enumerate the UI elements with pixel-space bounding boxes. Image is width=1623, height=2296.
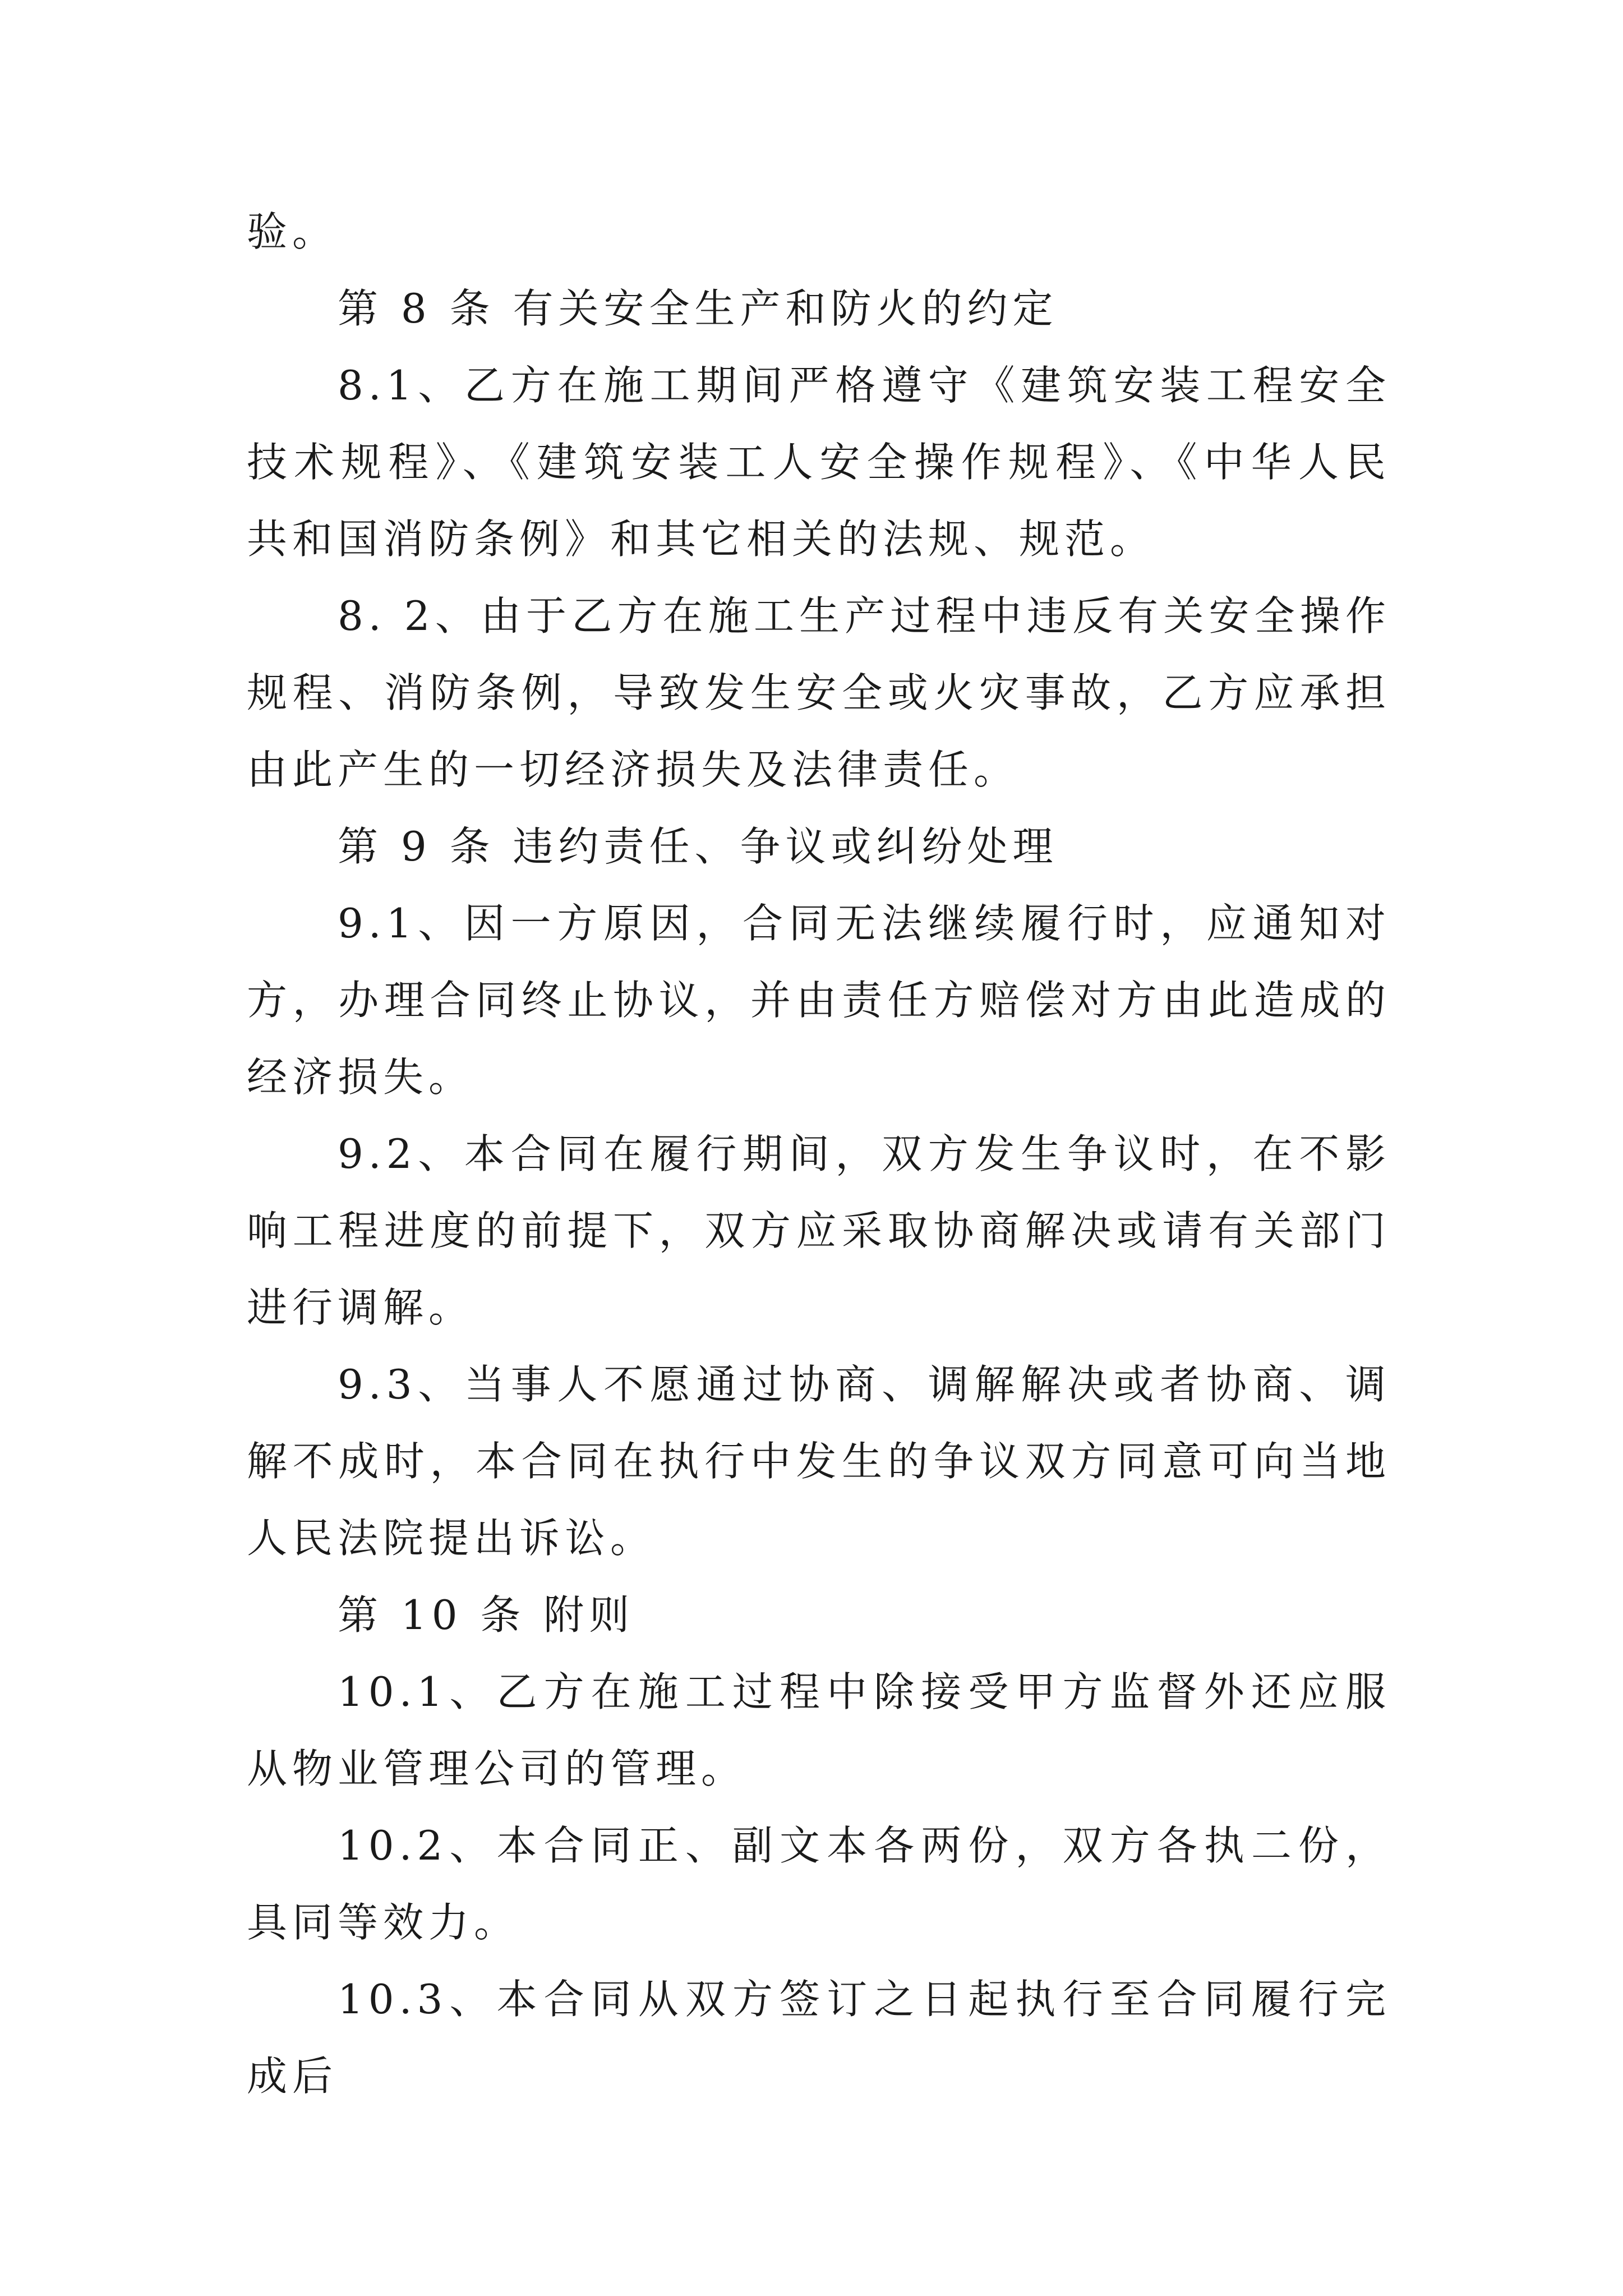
clause-9-2: 9.2、本合同在履行期间，双方发生争议时，在不影响工程进度的前提下，双方应采取协商解决或请有关部门进行调解。 — [247, 1130, 1391, 1331]
clause-8-2: 8. 2、由于乙方在施工生产过程中违反有关安全操作规程、消防条例，导致发生安全或火灾事故，乙方应承担由此产生的一切经济损失及法律责任。 — [247, 592, 1391, 793]
clause-10-1: 10.1、乙方在施工过程中除接受甲方监督外还应服从物业管理公司的管理。 — [247, 1668, 1391, 1792]
article-8-heading: 第 8 条 有关安全生产和防火的约定 — [338, 285, 1058, 332]
article-9-heading: 第 9 条 违约责任、争议或纠纷处理 — [338, 823, 1058, 870]
paragraph-continuation: 验。 — [247, 208, 338, 255]
clause-10-3: 10.3、本合同从双方签订之日起执行至合同履行完成后 — [247, 1976, 1391, 2100]
clause-9-1: 9.1、因一方原因，合同无法继续履行时，应通知对方，办理合同终止协议，并由责任方赔偿对方由此造成的经济损失。 — [247, 900, 1391, 1101]
article-10-heading: 第 10 条 附则 — [338, 1591, 635, 1639]
clause-8-1: 8.1、乙方在施工期间严格遵守《建筑安装工程安全技术规程》、《建筑安装工人安全操作规程》、《中华人民共和国消防条例》和其它相关的法规、规范。 — [247, 362, 1391, 563]
clause-9-3: 9.3、当事人不愿通过协商、调解解决或者协商、调解不成时，本合同在执行中发生的争议双方同意可向当地人民法院提出诉讼。 — [247, 1361, 1391, 1562]
contract-body — [247, 194, 1391, 2115]
clause-10-2: 10.2、本合同正、副文本各两份，双方各执二份，具同等效力。 — [247, 1822, 1391, 1946]
